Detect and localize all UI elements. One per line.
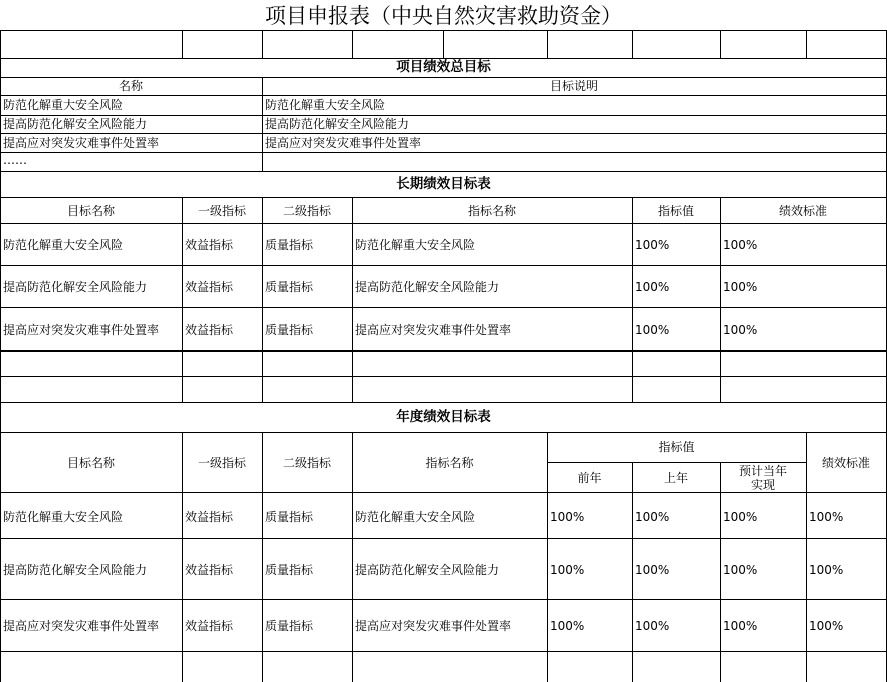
grid-line [443, 30, 444, 58]
grid-line [0, 197, 887, 198]
an-header-level2: 二级指标 [282, 456, 331, 470]
lt-cell-level1: 效益指标 [185, 280, 234, 294]
grid-line [0, 133, 887, 134]
lt-header-indicator: 指标名称 [467, 204, 516, 218]
an-cell-standard: 100% [809, 563, 844, 577]
grid-line [182, 197, 183, 402]
lt-cell-standard: 100% [723, 323, 758, 337]
an-cell-expected: 100% [723, 510, 758, 524]
grid-line [0, 223, 887, 224]
an-cell-level1: 效益指标 [185, 563, 234, 577]
grid-line [547, 462, 806, 463]
an-cell-prev2: 100% [550, 619, 585, 633]
overall-goals-heading: 项目绩效总目标 [396, 59, 491, 75]
an-header-expected-line2: 实现 [750, 478, 775, 492]
grid-line [352, 197, 353, 402]
grid-line [0, 152, 887, 153]
an-header-prev1: 上年 [663, 471, 688, 485]
grid-line [262, 197, 263, 402]
lt-cell-indicator: 提高防范化解安全风险能力 [355, 280, 500, 294]
grid-line [806, 30, 807, 58]
lt-header-value: 指标值 [657, 204, 694, 218]
overall-col-desc: 目标说明 [549, 79, 598, 93]
lt-header-goal: 目标名称 [66, 204, 115, 218]
lt-cell-value: 100% [635, 280, 670, 294]
overall-row-desc: 提高防范化解安全风险能力 [265, 117, 410, 131]
annual-heading: 年度绩效目标表 [396, 409, 491, 425]
an-cell-prev1: 100% [635, 510, 670, 524]
grid-line [0, 307, 887, 308]
an-cell-goal: 提高应对突发灾难事件处置率 [3, 619, 160, 633]
grid-line [720, 30, 721, 58]
an-cell-prev2: 100% [550, 563, 585, 577]
lt-cell-goal: 防范化解重大安全风险 [3, 238, 124, 252]
an-cell-expected: 100% [723, 563, 758, 577]
grid-line [0, 115, 887, 116]
lt-cell-level1: 效益指标 [185, 238, 234, 252]
overall-col-name: 名称 [118, 79, 143, 93]
grid-line [352, 30, 353, 58]
lt-cell-level1: 效益指标 [185, 323, 234, 337]
an-header-level1: 一级指标 [197, 456, 246, 470]
an-header-expected-line1: 预计当年 [738, 464, 787, 478]
grid-line [547, 432, 548, 682]
an-cell-prev1: 100% [635, 563, 670, 577]
grid-line [720, 197, 721, 402]
an-cell-level2: 质量指标 [265, 510, 314, 524]
an-cell-level2: 质量指标 [265, 619, 314, 633]
grid-line [632, 462, 633, 682]
overall-row-name: 提高应对突发灾难事件处置率 [3, 136, 160, 150]
lt-cell-standard: 100% [723, 238, 758, 252]
an-cell-goal: 防范化解重大安全风险 [3, 510, 124, 524]
lt-header-standard: 绩效标准 [778, 204, 827, 218]
lt-cell-value: 100% [635, 238, 670, 252]
grid-line [0, 77, 887, 78]
an-cell-level1: 效益指标 [185, 619, 234, 633]
an-cell-level1: 效益指标 [185, 510, 234, 524]
page-title: 项目申报表（中央自然灾害救助资金） [265, 4, 622, 28]
an-header-indicator: 指标名称 [425, 456, 474, 470]
lt-cell-value: 100% [635, 323, 670, 337]
overall-row-desc: 提高应对突发灾难事件处置率 [265, 136, 422, 150]
lt-cell-indicator: 防范化解重大安全风险 [355, 238, 476, 252]
an-header-goal: 目标名称 [66, 456, 115, 470]
an-cell-indicator: 提高防范化解安全风险能力 [355, 563, 500, 577]
lt-cell-goal: 提高应对突发灾难事件处置率 [3, 323, 160, 337]
lt-cell-standard: 100% [723, 280, 758, 294]
lt-header-level1: 一级指标 [197, 204, 246, 218]
lt-cell-goal: 提高防范化解安全风险能力 [3, 280, 148, 294]
overall-row-desc: 防范化解重大安全风险 [265, 98, 386, 112]
grid-line [262, 30, 263, 58]
an-cell-indicator: 提高应对突发灾难事件处置率 [355, 619, 512, 633]
grid-line [0, 265, 887, 266]
overall-ellipsis: …… [3, 153, 27, 167]
lt-cell-level2: 质量指标 [265, 238, 314, 252]
grid-line [632, 30, 633, 58]
grid-line [0, 30, 1, 682]
long-term-heading: 长期绩效目标表 [396, 176, 491, 192]
lt-header-level2: 二级指标 [282, 204, 331, 218]
grid-line [0, 171, 887, 172]
grid-line [0, 651, 887, 652]
overall-row-name: 提高防范化解安全风险能力 [3, 117, 148, 131]
grid-line [0, 376, 887, 377]
an-cell-standard: 100% [809, 510, 844, 524]
an-cell-prev2: 100% [550, 510, 585, 524]
an-header-value-group: 指标值 [658, 440, 695, 454]
an-header-prev2: 前年 [577, 471, 602, 485]
grid-line [547, 30, 548, 58]
lt-cell-level2: 质量指标 [265, 323, 314, 337]
an-cell-level2: 质量指标 [265, 563, 314, 577]
grid-line [0, 599, 887, 600]
lt-cell-level2: 质量指标 [265, 280, 314, 294]
grid-line [0, 492, 887, 493]
grid-line [0, 350, 887, 352]
grid-line [0, 538, 887, 539]
grid-line [0, 402, 887, 403]
lt-cell-indicator: 提高应对突发灾难事件处置率 [355, 323, 512, 337]
grid-line [632, 197, 633, 402]
an-header-standard: 绩效标准 [821, 456, 870, 470]
grid-line [182, 30, 183, 58]
overall-row-name: 防范化解重大安全风险 [3, 98, 124, 112]
an-cell-indicator: 防范化解重大安全风险 [355, 510, 476, 524]
grid-line [0, 95, 887, 96]
grid-line [0, 432, 887, 433]
grid-line [720, 462, 721, 682]
an-cell-goal: 提高防范化解安全风险能力 [3, 563, 148, 577]
an-cell-standard: 100% [809, 619, 844, 633]
an-cell-prev1: 100% [635, 619, 670, 633]
an-cell-expected: 100% [723, 619, 758, 633]
